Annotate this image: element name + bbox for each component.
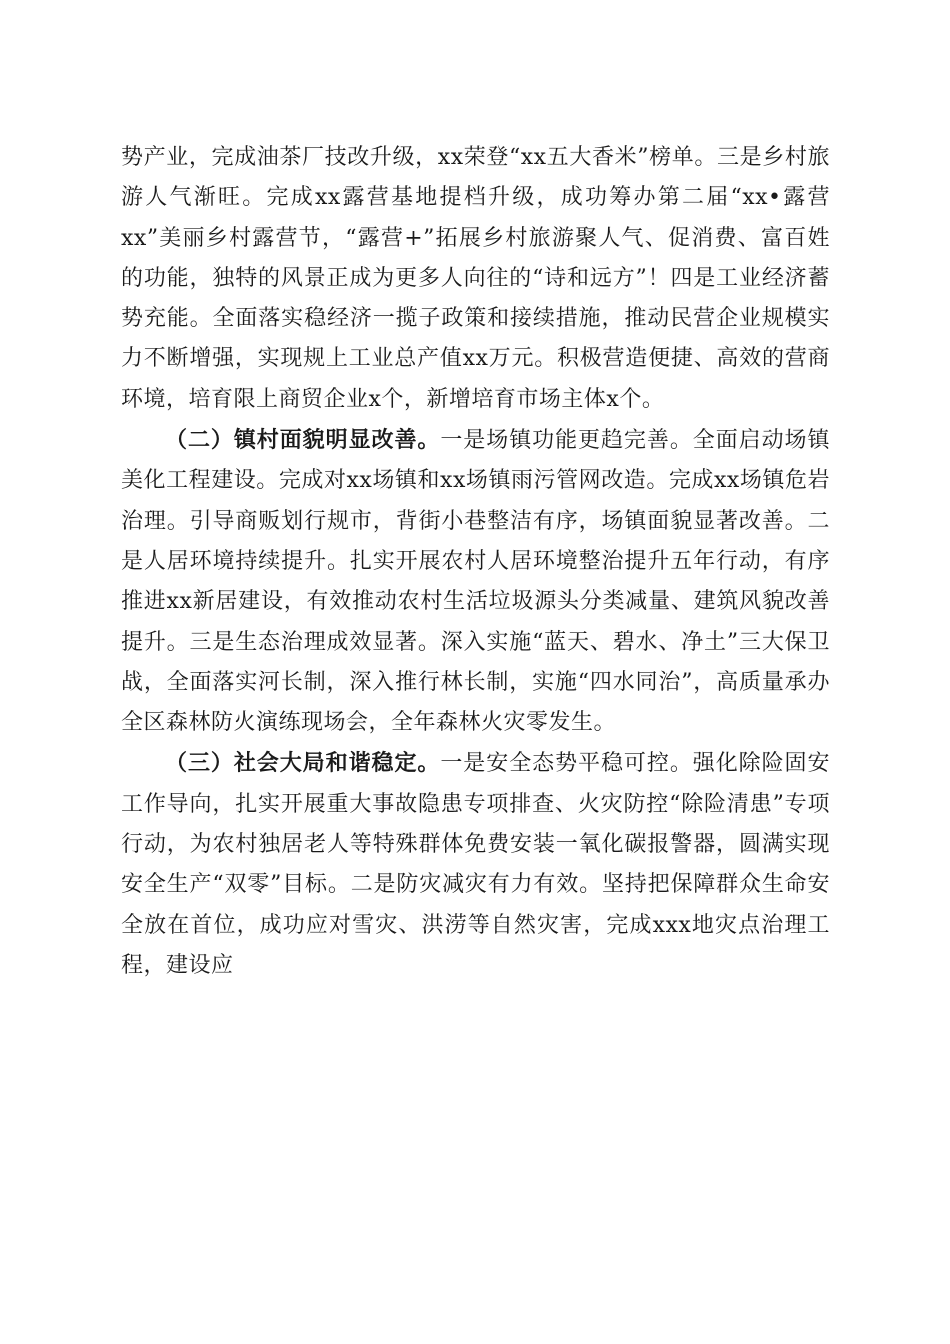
document-body — [121, 138, 830, 986]
paragraph-section-3 — [121, 743, 830, 986]
section-heading: （二）镇村面貌明显改善。 — [165, 427, 441, 454]
paragraph-section-2 — [121, 420, 830, 743]
paragraph-continuation — [121, 138, 830, 420]
paragraph-text: 势产业，完成油茶厂技改升级，xx荣登“xx五大香米”榜单。三是乡村旅游人气渐旺。完成xx露营基地提档升级，成功筹办第二届“xx•露营xx”美丽乡村露营节，“露营+”拓展乡村旅游聚人气、促消费、富百姓的功能，独特的风景正成为更多人向往的“诗和远方”！四是工业经济蓄势充能。全面落实稳经济一揽子政策和接续措施，推动民营企业规模实力不断增强，实现规上工业总产值xx万元。积极营造便捷、高效的营商环境，培育限上商贸企业x个，新增培育市场主体x个。 — [121, 145, 830, 412]
section-heading: （三）社会大局和谐稳定。 — [165, 750, 441, 777]
paragraph-text: 一是安全态势平稳可控。强化除险固安工作导向，扎实开展重大事故隐患专项排查、火灾防控“除险清患”专项行动，为农村独居老人等特殊群体免费安装一氧化碳报警器，圆满实现安全生产“双零”目标。二是防灾减灾有力有效。坚持把保障群众生命安全放在首位，成功应对雪灾、洪涝等自然灾害，完成xxx地灾点治理工程，建设应 — [121, 751, 830, 978]
paragraph-text: 一是场镇功能更趋完善。全面启动场镇美化工程建设。完成对xx场镇和xx场镇雨污管网改造。完成xx场镇危岩治理。引导商贩划行规市，背街小巷整洁有序，场镇面貌显著改善。二是人居环境持续提升。扎实开展农村人居环境整治提升五年行动，有序推进xx新居建设，有效推动农村生活垃圾源头分类减量、建筑风貌改善提升。三是生态治理成效显著。深入实施“蓝天、碧水、净土”三大保卫战，全面落实河长制，深入推行林长制，实施“四水同治”，高质量承办全区森林防火演练现场会，全年森林火灾零发生。 — [121, 428, 830, 736]
